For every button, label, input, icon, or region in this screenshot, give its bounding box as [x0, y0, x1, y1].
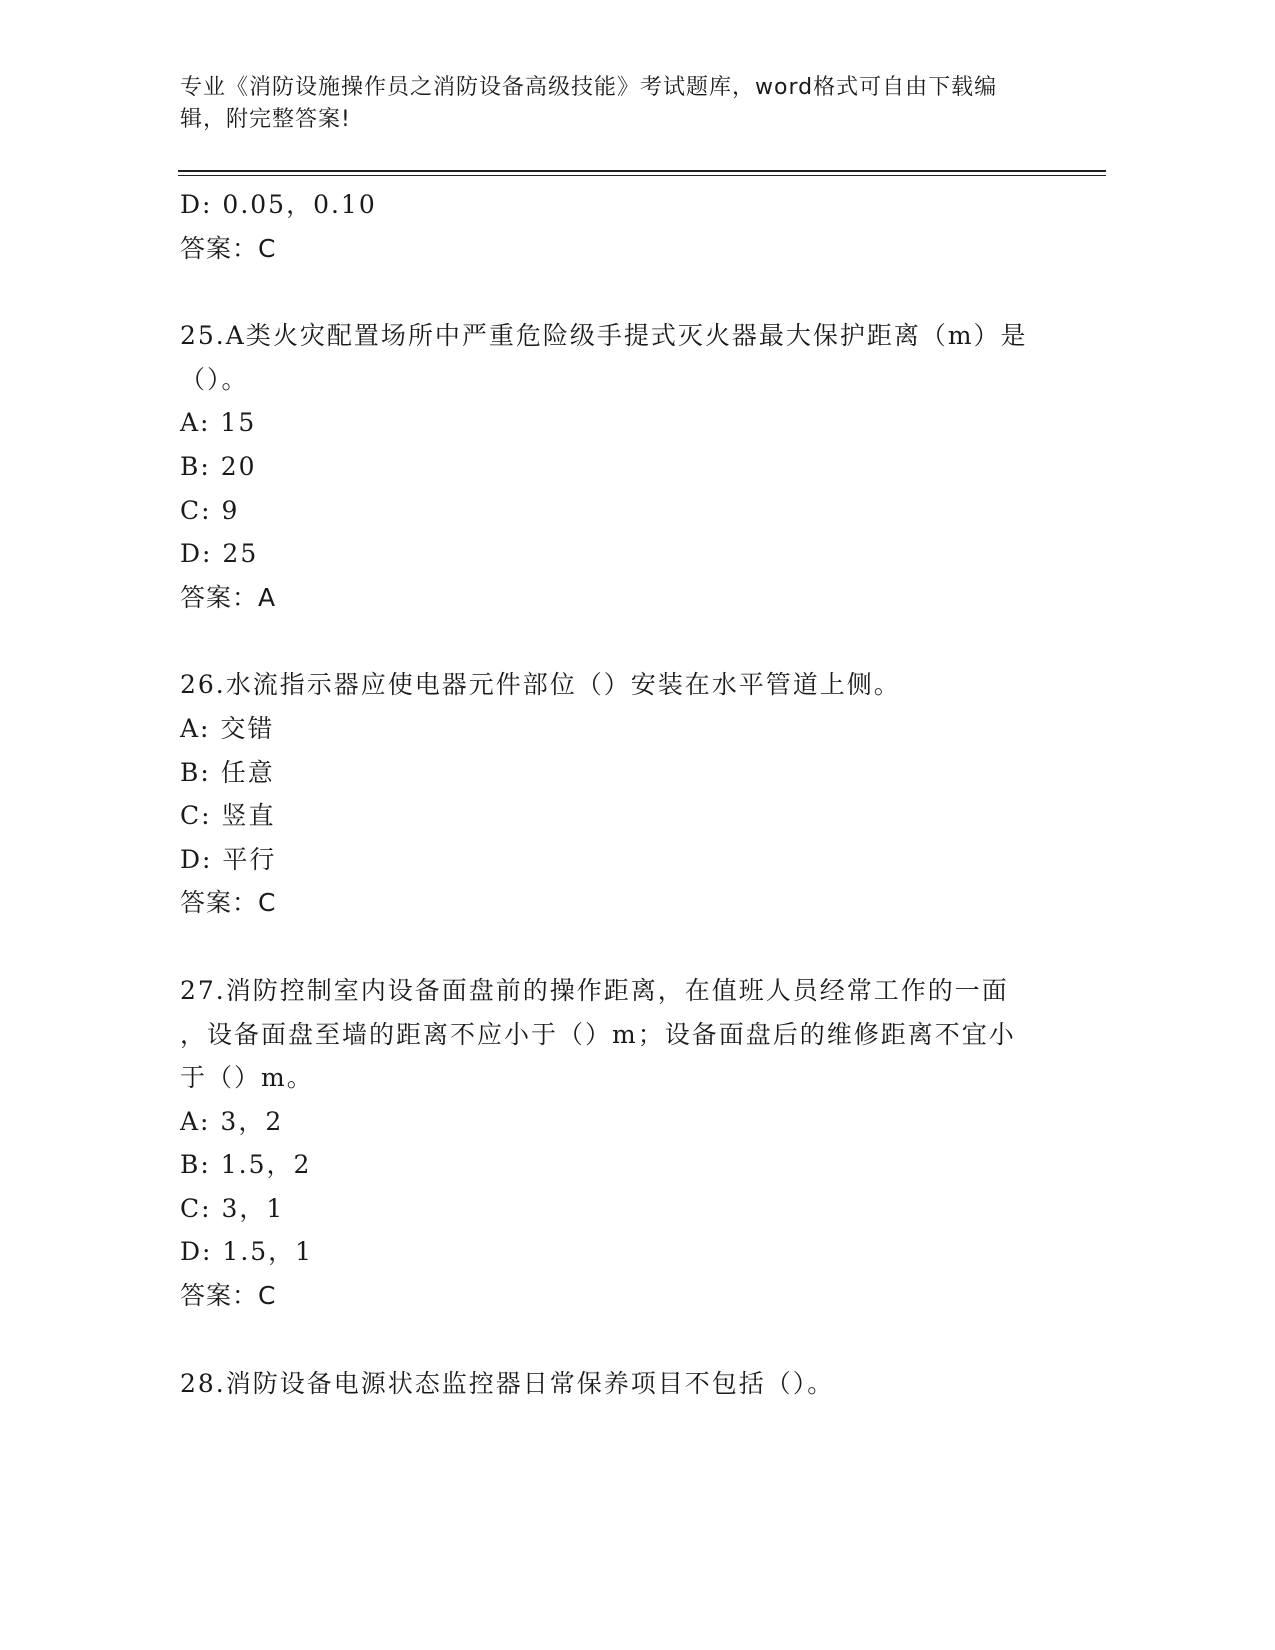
question-text: 27.消防控制室内设备面盘前的操作距离，在值班人员经常工作的一面 — [180, 975, 1009, 1005]
answer-line: 答案：C — [180, 233, 277, 263]
option-b: B: 1.5，2 — [180, 1150, 312, 1180]
option-a: A: 交错 — [180, 713, 275, 743]
option-a: A: 15 — [180, 408, 257, 438]
answer-line: 答案：C — [180, 888, 277, 918]
header-line-2: 辑，附完整答案! — [180, 107, 351, 132]
question-25 — [180, 314, 1060, 619]
header-rule-thick — [178, 170, 1106, 172]
header-rule-thin — [178, 175, 1106, 176]
document-header — [180, 72, 1040, 136]
option-c: C: 竖直 — [180, 801, 276, 831]
question-text: 25.A类火灾配置场所中严重危险级手提式灭火器最大保护距离（m）是 — [180, 321, 1028, 351]
question-text: 28.消防设备电源状态监控器日常保养项目不包括（）。 — [180, 1368, 835, 1398]
previous-question-tail — [180, 183, 1060, 270]
answer-line: 答案：C — [180, 1281, 277, 1311]
option-c: C: 9 — [180, 495, 240, 525]
question-text: （）。 — [180, 364, 249, 394]
option-d: D: 1.5，1 — [180, 1237, 314, 1267]
question-text: 26.水流指示器应使电器元件部位（）安装在水平管道上侧。 — [180, 670, 901, 700]
question-27 — [180, 969, 1060, 1318]
header-line-1: 专业《消防设施操作员之消防设备高级技能》考试题库，word格式可自由下载编 — [180, 75, 998, 100]
option-b: B: 任意 — [180, 757, 275, 787]
question-28 — [180, 1362, 1060, 1406]
question-26 — [180, 663, 1060, 925]
option-b: B: 20 — [180, 451, 257, 481]
option-d: D: 0.05，0.10 — [180, 190, 377, 219]
question-content — [180, 183, 1060, 1405]
question-text: 于（）m。 — [180, 1063, 314, 1093]
answer-line: 答案：A — [180, 582, 277, 612]
option-d: D: 25 — [180, 539, 259, 569]
option-c: C: 3，1 — [180, 1193, 285, 1223]
option-a: A: 3，2 — [180, 1106, 284, 1136]
option-d: D: 平行 — [180, 844, 277, 874]
question-text: ，设备面盘至墙的距离不应小于（）m；设备面盘后的维修距离不宜小 — [180, 1019, 1016, 1049]
